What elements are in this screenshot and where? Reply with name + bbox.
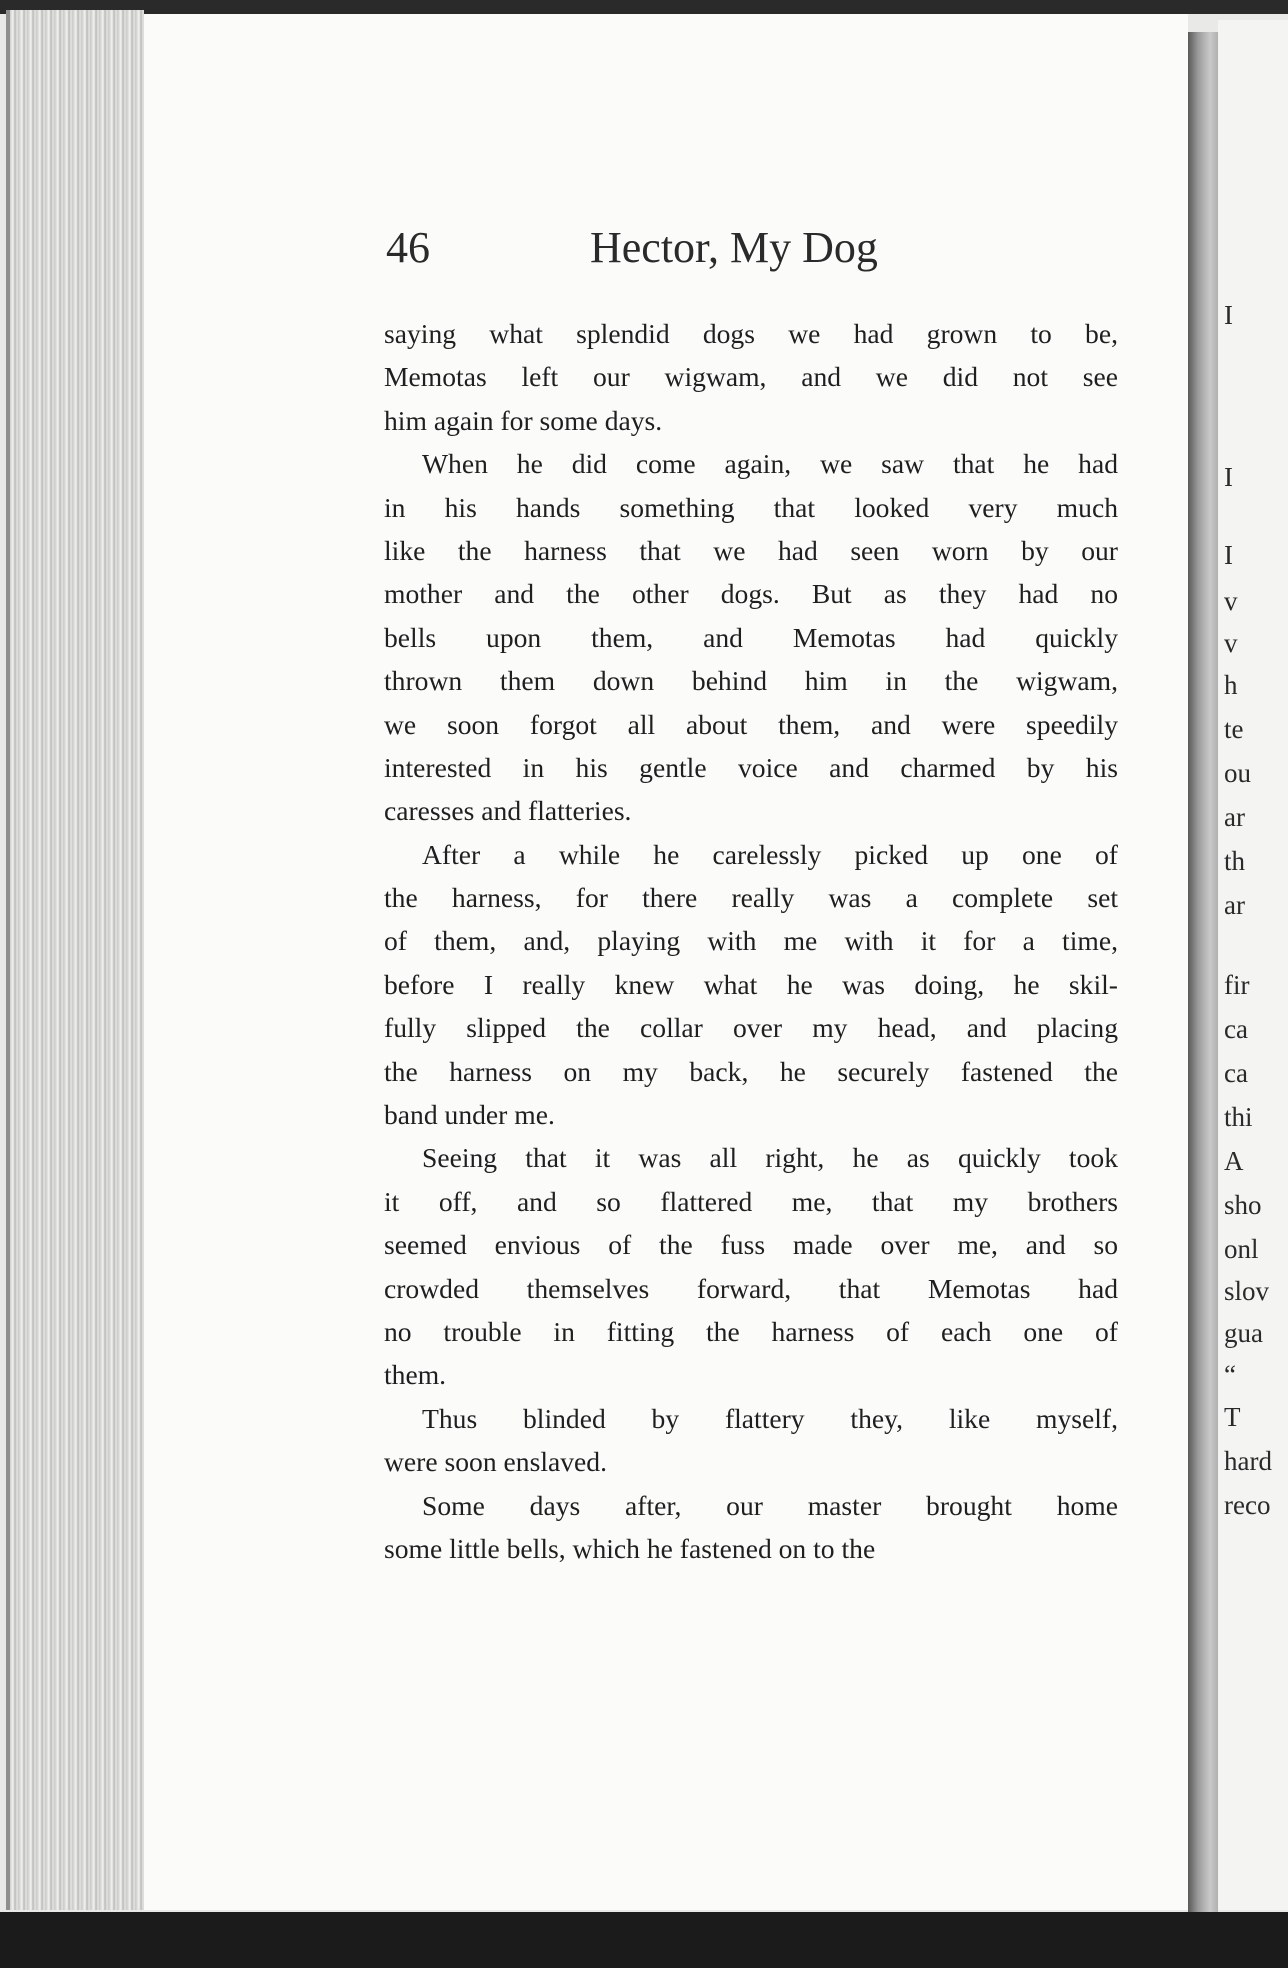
- next-page-fragment: I: [1224, 300, 1233, 330]
- text-line: crowded themselves forward, that Memotas had: [384, 1272, 1118, 1304]
- next-page-fragment: v: [1224, 586, 1238, 616]
- page-header: [386, 222, 926, 278]
- text-line: of them, and, playing with me with it for a time,: [384, 925, 1118, 957]
- text-line: seemed envious of the fuss made over me, and so: [384, 1229, 1118, 1261]
- next-page-fragment: v: [1224, 628, 1238, 658]
- text-line: Seeing that it was all right, he as quickly took: [422, 1142, 1118, 1174]
- next-page-fragment: slov: [1224, 1276, 1270, 1306]
- next-page-fragment: ou: [1224, 758, 1251, 788]
- text-line: no trouble in fitting the harness of each one of: [384, 1315, 1118, 1347]
- next-page-fragment: gua: [1224, 1318, 1263, 1348]
- paragraph: [384, 1397, 1118, 1484]
- next-page-fragment: ca: [1224, 1058, 1248, 1088]
- next-page-fragment: h: [1224, 670, 1238, 700]
- next-page-fragment: A: [1224, 1146, 1244, 1176]
- next-page-fragment: th: [1224, 846, 1246, 876]
- text-line: them.: [384, 1359, 447, 1391]
- next-page-fragment: te: [1224, 714, 1244, 744]
- paragraph: [384, 1484, 1118, 1571]
- next-page-fragment: hard: [1224, 1446, 1272, 1476]
- text-line: some little bells, which he fastened on to the: [384, 1532, 876, 1564]
- paragraph: [384, 833, 1118, 1137]
- scan-top-edge: [0, 0, 1288, 14]
- text-line: the harness, for there really was a complete set: [384, 882, 1118, 914]
- paragraph: [384, 1136, 1118, 1396]
- text-line: Memotas left our wigwam, and we did not see: [384, 361, 1118, 393]
- paragraph: [384, 312, 1118, 442]
- text-line: When he did come again, we saw that he had: [422, 448, 1118, 480]
- next-page-fragment: I: [1224, 540, 1233, 570]
- text-line: the harness on my back, he securely fastened the: [384, 1055, 1118, 1087]
- next-page-fragment: I: [1224, 462, 1233, 492]
- running-title: Hector, My Dog: [590, 223, 878, 272]
- page-number: 46: [386, 223, 430, 272]
- next-page-fragment: reco: [1224, 1490, 1271, 1520]
- text-line: him again for some days.: [384, 404, 663, 436]
- next-page-fragment: onl: [1224, 1234, 1259, 1264]
- next-page-fragment: fir: [1224, 970, 1250, 1000]
- body-text: [384, 312, 1118, 1570]
- book-page-right-edge: [1218, 20, 1288, 1910]
- text-line: Some days after, our master brought home: [422, 1489, 1118, 1521]
- text-line: were soon enslaved.: [384, 1446, 607, 1478]
- page-edges-stack: [10, 10, 144, 1910]
- text-line: it off, and so flattered me, that my brothers: [384, 1185, 1118, 1217]
- scan-bottom-edge: [0, 1912, 1288, 1968]
- text-line: After a while he carelessly picked up one of: [422, 838, 1118, 870]
- text-line: we soon forgot all about them, and were speedily: [384, 708, 1118, 740]
- text-line: saying what splendid dogs we had grown to be,: [384, 318, 1118, 349]
- next-page-fragment: ar: [1224, 802, 1245, 832]
- next-page-fragment: ar: [1224, 890, 1245, 920]
- text-line: before I really knew what he was doing, he skil-: [384, 968, 1118, 1000]
- next-page-fragment: “: [1224, 1360, 1236, 1390]
- text-line: in his hands something that looked very much: [384, 491, 1118, 523]
- text-line: caresses and flatteries.: [384, 795, 632, 827]
- text-line: Thus blinded by flattery they, like myself,: [422, 1402, 1118, 1434]
- next-page-fragment: ca: [1224, 1014, 1248, 1044]
- book-gutter: [1188, 32, 1218, 1912]
- text-line: interested in his gentle voice and charmed by his: [384, 751, 1118, 783]
- paragraph: [384, 442, 1118, 833]
- text-line: thrown them down behind him in the wigwam,: [384, 665, 1118, 697]
- text-line: like the harness that we had seen worn by our: [384, 534, 1118, 566]
- next-page-fragment: T: [1224, 1402, 1241, 1432]
- next-page-fragment: sho: [1224, 1190, 1262, 1220]
- text-line: mother and the other dogs. But as they had no: [384, 578, 1118, 610]
- text-line: band under me.: [384, 1099, 555, 1131]
- next-page-fragment: thi: [1224, 1102, 1253, 1132]
- text-line: fully slipped the collar over my head, and placing: [384, 1012, 1118, 1044]
- text-line: bells upon them, and Memotas had quickly: [384, 621, 1118, 653]
